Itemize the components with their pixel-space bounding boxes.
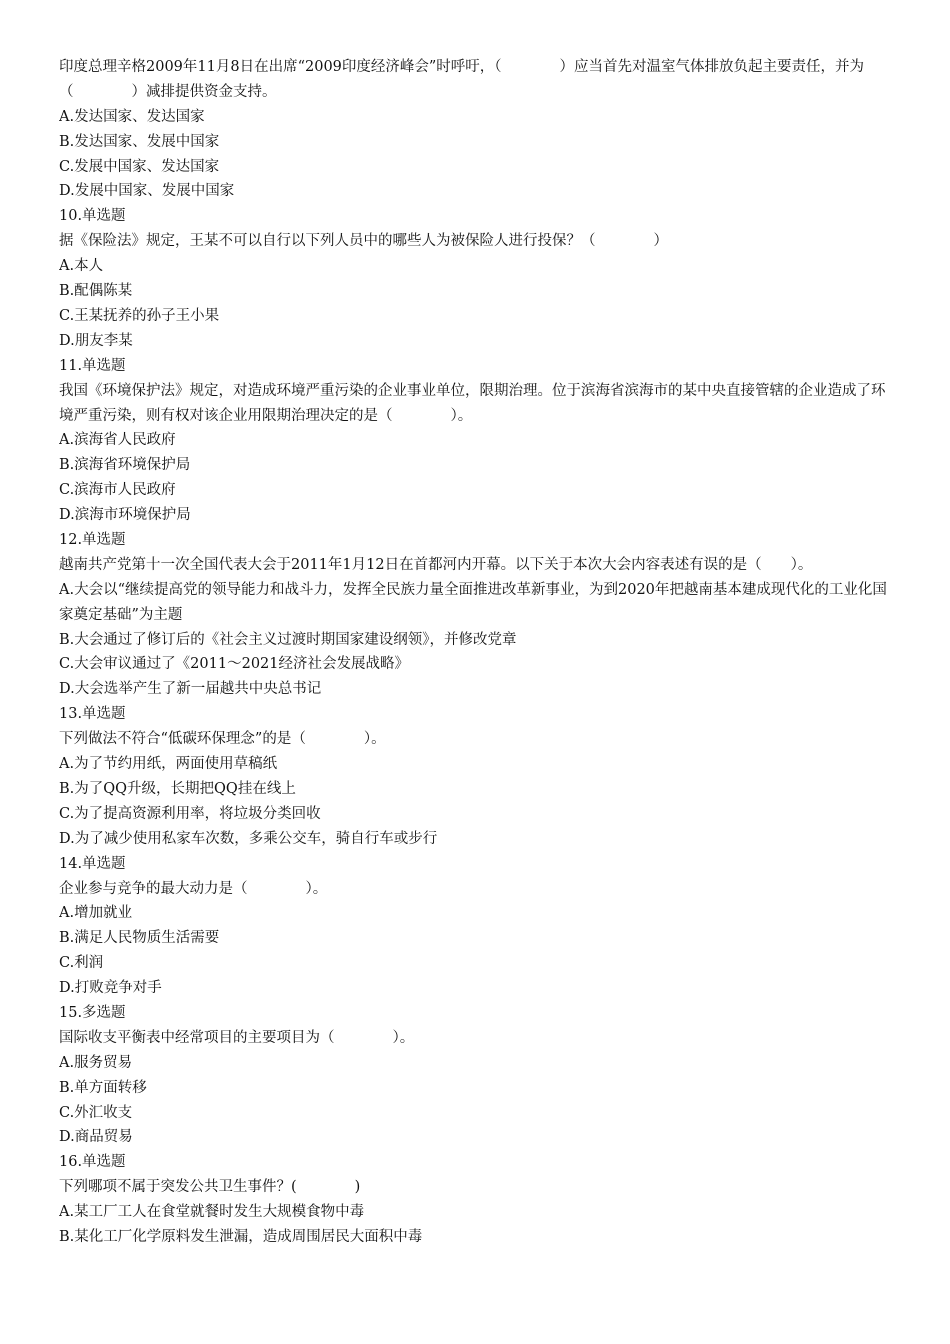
q15-opt-a-answer-option: A.服务贸易 — [59, 1054, 133, 1071]
q13-opt-d-answer-option: D.为了减少使用私家车次数，多乘公交车，骑自行车或步行 — [59, 830, 438, 847]
q9-opt-a-answer-option: A.发达国家、发达国家 — [59, 108, 205, 125]
q14-header-question-header: 14.单选题 — [59, 855, 126, 872]
q13-opt-b-answer-option: B.为了QQ升级，长期把QQ挂在线上 — [59, 780, 296, 797]
q15-stem-question-stem: 国际收支平衡表中经常项目的主要项目为（ ）。 — [59, 1029, 415, 1046]
q10-stem-question-stem: 据《保险法》规定，王某不可以自行以下列人员中的哪些人为被保险人进行投保？（ ） — [59, 233, 668, 250]
q11-header-question-header: 11.单选题 — [59, 357, 126, 374]
q15-opt-b-answer-option: B.单方面转移 — [59, 1079, 147, 1096]
q10-opt-a-answer-option: A.本人 — [59, 258, 104, 275]
q10-opt-b-answer-option: B.配偶陈某 — [59, 283, 133, 300]
q10-opt-c-answer-option: C.王某抚养的孙子王小果 — [59, 307, 220, 324]
q9-opt-d-answer-option: D.发展中国家、发展中国家 — [59, 183, 235, 200]
q13-stem-question-stem: 下列做法不符合“低碳环保理念”的是（ ）。 — [59, 731, 386, 748]
q11-opt-a-answer-option: A.滨海省人民政府 — [59, 432, 176, 449]
q14-stem-question-stem: 企业参与竞争的最大动力是（ ）。 — [59, 880, 328, 897]
q12-opt-a-answer-option: A.大会以“继续提高党的领导能力和战斗力，发挥全民族力量全面推进改革新事业，为到2020年把越南基本建成现代化的工业化国家奠定基础”为主题 — [59, 581, 887, 623]
q14-opt-c-answer-option: C.利润 — [59, 955, 104, 972]
q11-opt-d-answer-option: D.滨海市环境保护局 — [59, 507, 191, 524]
q14-opt-a-answer-option: A.增加就业 — [59, 905, 133, 922]
q14-opt-b-answer-option: B.满足人民物质生活需要 — [59, 930, 220, 947]
q10-opt-d-answer-option: D.朋友李某 — [59, 332, 133, 349]
q12-opt-b-answer-option: B.大会通过了修订后的《社会主义过渡时期国家建设纲领》，并修改党章 — [59, 631, 517, 648]
q12-header-question-header: 12.单选题 — [59, 531, 126, 548]
q16-header-question-header: 16.单选题 — [59, 1154, 126, 1171]
q9-opt-b-answer-option: B.发达国家、发展中国家 — [59, 133, 220, 150]
q15-opt-c-answer-option: C.外汇收支 — [59, 1104, 133, 1121]
q11-opt-c-answer-option: C.滨海市人民政府 — [59, 482, 176, 499]
document-page — [59, 55, 894, 1250]
q16-opt-b-answer-option: B.某化工厂化学原料发生泄漏，造成周围居民大面积中毒 — [59, 1228, 423, 1245]
q12-opt-c-answer-option: C.大会审议通过了《2011～2021经济社会发展战略》 — [59, 656, 409, 673]
q11-stem-question-stem: 我国《环境保护法》规定，对造成环境严重污染的企业事业单位，限期治理。位于滨海省滨海市的某中央直接管辖的企业造成了环境严重污染，则有权对该企业用限期治理决定的是（ ）。 — [59, 382, 886, 424]
q16-opt-a-answer-option: A.某工厂工人在食堂就餐时发生大规模食物中毒 — [59, 1204, 365, 1221]
q15-opt-d-answer-option: D.商品贸易 — [59, 1129, 133, 1146]
q13-opt-a-answer-option: A.为了节约用纸，两面使用草稿纸 — [59, 756, 278, 773]
q12-stem-question-stem: 越南共产党第十一次全国代表大会于2011年1月12日在首都河内开幕。以下关于本次大会内容表述有误的是（ ）。 — [59, 556, 813, 573]
q15-header-question-header: 15.多选题 — [59, 1004, 126, 1021]
q12-opt-d-answer-option: D.大会选举产生了新一届越共中央总书记 — [59, 681, 322, 698]
q13-header-question-header: 13.单选题 — [59, 706, 126, 723]
q9-stem-question-stem: 印度总理辛格2009年11月8日在出席“2009印度经济峰会”时呼吁，（ ）应当首先对温室气体排放负起主要责任，并为（ ）减排提供资金支持。 — [59, 59, 865, 100]
q11-opt-b-answer-option: B.滨海省环境保护局 — [59, 457, 191, 474]
q9-opt-c-answer-option: C.发展中国家、发达国家 — [59, 158, 220, 175]
q10-header-question-header: 10.单选题 — [59, 208, 126, 225]
q14-opt-d-answer-option: D.打败竞争对手 — [59, 980, 162, 997]
q13-opt-c-answer-option: C.为了提高资源利用率，将垃圾分类回收 — [59, 805, 321, 822]
q16-stem-question-stem: 下列哪项不属于突发公共卫生事件？( ) — [59, 1179, 361, 1196]
